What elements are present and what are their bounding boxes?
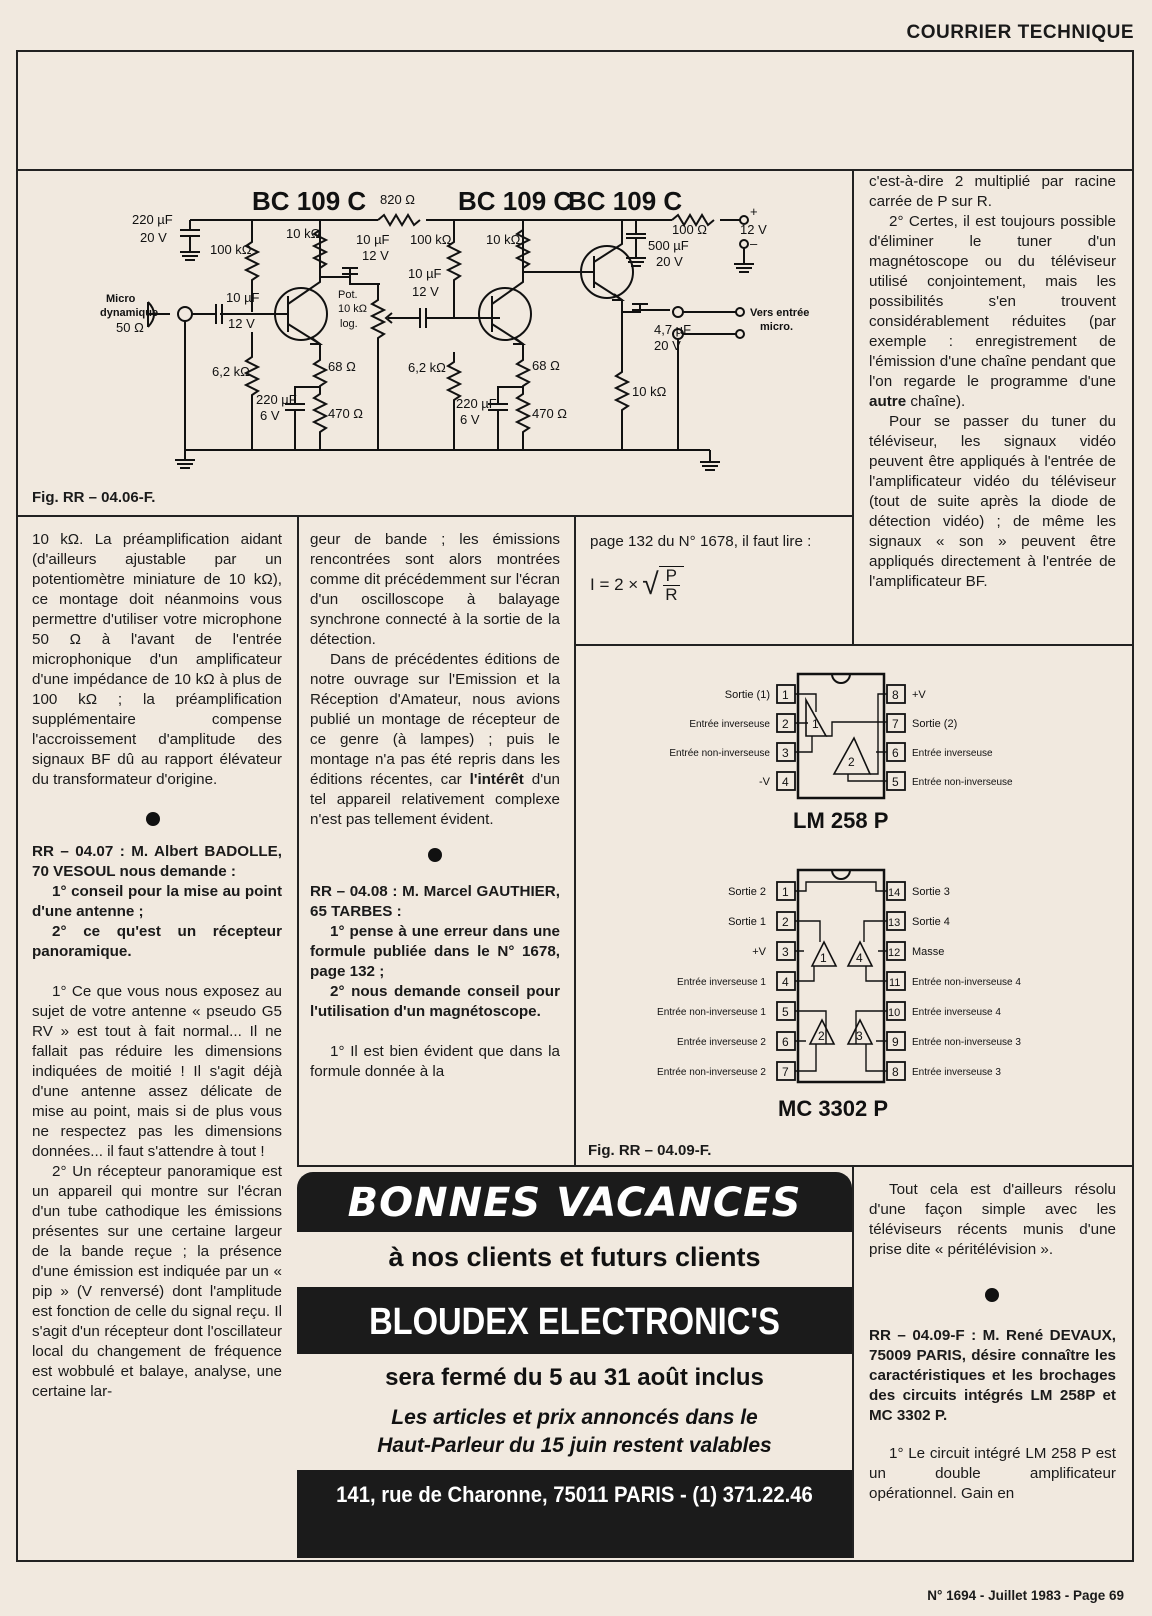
- separator-dot: [146, 812, 160, 826]
- ad-line-7: 141, rue de Charonne, 75011 PARIS - (1) 371.22.46: [336, 1482, 813, 1507]
- mc3302-pin-9: 9: [892, 1035, 899, 1049]
- col1-question-2: 2° ce qu'est un récepteur panoramique.: [32, 923, 282, 960]
- mc3302-right-label-6: Entrée non-inverseuse 3: [912, 1037, 1021, 1048]
- label-r62-b: 6,2 kΩ: [408, 360, 446, 375]
- divider-h3: [575, 644, 1132, 646]
- lm258-amp-2: 2: [848, 755, 855, 769]
- label-c220b: 220 µF: [256, 392, 297, 407]
- label-c47: 4,7 µF: [654, 322, 692, 337]
- label-c10-c: 10 µF: [408, 266, 442, 281]
- schematic-fig-0406: [20, 172, 850, 512]
- label-r470-b: 470 Ω: [532, 406, 568, 421]
- mc3302-pin-4: 4: [782, 975, 789, 989]
- label-v12-b: 12 V: [362, 248, 389, 263]
- col4-paragraph-2: [869, 212, 1116, 412]
- col5-paragraph-1: Tout cela est d'ailleurs résolu d'une façon simple avec les téléviseurs récents munis d'une prise dite « péritélévision ».: [869, 1181, 1116, 1258]
- lm258-right-label-3: Entrée inverseuse: [912, 748, 993, 759]
- label-v12-c: 12 V: [412, 284, 439, 299]
- divider-v3: [574, 516, 576, 1166]
- divider-v1: [852, 170, 854, 645]
- lm258-pin-4: 4: [782, 775, 789, 789]
- lm258-right-label-1: +V: [912, 689, 926, 701]
- label-pot-1: Pot.: [338, 289, 358, 301]
- divider-top: [18, 169, 1132, 171]
- label-r10k-c: 10 kΩ: [632, 384, 667, 399]
- mc3302-pin-2: 2: [782, 915, 789, 929]
- label-plus: +: [750, 204, 758, 219]
- mc3302-left-label-4: Entrée inverseuse 1: [677, 977, 766, 988]
- mc3302-amp-2: 2: [818, 1029, 825, 1043]
- col4-paragraph-2a: 2° Certes, il est toujours possible d'éliminer le tuner d'un magnétoscope ou du téléviseur utilisé conjointement, mais les possibilités s'en trouvent considérablement réduites (par exemple : enregistrement de l'émission d'une chaîne pendant que l'on regarde le programme d'une: [869, 213, 1116, 390]
- column-4: [869, 172, 1116, 592]
- ad-lower-band: [297, 1354, 852, 1470]
- lm258-amp-1: 1: [812, 717, 819, 731]
- mc3302-right-label-1: Sortie 3: [912, 886, 950, 898]
- divider-v2: [297, 516, 299, 1166]
- section-title: COURRIER TECHNIQUE: [906, 22, 1134, 43]
- label-mic-2: dynamique: [100, 307, 159, 319]
- col2-question-2: 2° nous demande conseil pour l'utilisation d'un magnétoscope.: [310, 983, 560, 1020]
- label-v20-b: 20 V: [656, 254, 683, 269]
- mc3302-left-label-1: Sortie 2: [728, 886, 766, 898]
- label-r68-b: 68 Ω: [532, 358, 560, 373]
- label-mic-1: Micro: [106, 293, 136, 305]
- lm258-left-label-1: Sortie (1): [724, 689, 770, 701]
- lm258-pin-6: 6: [892, 746, 899, 760]
- col2-question-1: 1° pense à une erreur dans une formule publiée dans le N° 1678, page 132 ;: [310, 923, 560, 980]
- col2-question-head: RR – 04.08 : M. Marcel GAUTHIER, 65 TARBES :: [310, 883, 560, 920]
- formula-fraction: [659, 566, 684, 604]
- lm258-pin-1: 1: [782, 688, 789, 702]
- mc3302-pin-7: 7: [782, 1065, 789, 1079]
- mc3302-right-label-5: Entrée inverseuse 4: [912, 1007, 1001, 1018]
- ad-line-6: Haut-Parleur du 15 juin restent valables: [377, 1434, 772, 1457]
- ad-line-1: BONNES VACANCES: [347, 1180, 802, 1226]
- divider-v4: [852, 1166, 854, 1558]
- col2-paragraph-2b: l'intérêt: [469, 771, 524, 788]
- col2-paragraph-2a: Dans de précédentes éditions de notre ouvrage sur l'Emission et la Réception d'Amateur, nous avions publié un montage de récepteur de ce genre (à lampes) ; puis le montage n'a pas été repris dans les éditions récentes, car: [310, 651, 560, 788]
- col4-paragraph-2c: chaîne).: [906, 393, 966, 410]
- ad-line-2: à nos clients et futurs clients: [297, 1232, 852, 1287]
- label-v6-a: 6 V: [260, 408, 280, 423]
- transistor-label-3: BC 109 C: [568, 186, 683, 216]
- lm258-left-label-2: Entrée inverseuse: [689, 719, 770, 730]
- lm258-right-label-2: Sortie (2): [912, 718, 958, 730]
- col3-paragraph-1: page 132 du N° 1678, il faut lire :: [590, 533, 812, 550]
- label-v6-b: 6 V: [460, 412, 480, 427]
- mc3302-pin-5: 5: [782, 1005, 789, 1019]
- ad-line-3: BLOUDEX ELECTRONIC'S: [369, 1301, 780, 1343]
- col2-paragraph-2c: d'un tel appareil relativement complexe n'est pas tellement évident.: [310, 771, 560, 828]
- label-v20-c: 20 V: [654, 338, 681, 353]
- label-pot-3: log.: [340, 318, 358, 330]
- label-v12-sup: 12 V: [740, 222, 767, 237]
- label-v12-a: 12 V: [228, 316, 255, 331]
- col4-paragraph-1: c'est-à-dire 2 multiplié par racine carrée de P sur R.: [869, 173, 1116, 210]
- label-c220: 220 µF: [132, 212, 173, 227]
- mc3302-pin-1: 1: [782, 885, 789, 899]
- mc3302-pin-10: 10: [888, 1007, 901, 1019]
- col1-paragraph-2: 1° Ce que vous nous exposez au sujet de votre antenne « pseudo G5 RV » est tout à fait normal... Il ne fallait pas réduire les dimensions indiquées de moitié ! Il s'agit déjà d'une antenne assez délicate de mise au point, mais si de plus vous ne respectez pas les dimensions données... il faut s'attendre à tout !: [32, 983, 282, 1160]
- label-r68-a: 68 Ω: [328, 359, 356, 374]
- label-r820: 820 Ω: [380, 192, 416, 207]
- label-out-1: Vers entrée: [750, 307, 810, 319]
- ic-pinout-figure: [580, 650, 1128, 1130]
- fig-0406-caption: Fig. RR – 04.06-F.: [32, 489, 156, 506]
- lm258-left-label-3: Entrée non-inverseuse: [669, 748, 770, 759]
- mc3302-pin-14: 14: [888, 887, 901, 899]
- col2-paragraph-1: geur de bande ; les émissions rencontrées sont alors montrées comme dit précédemment sur l'écran d'un oscilloscope à balayage synchrone connecté à la sortie de la détection.: [310, 531, 560, 648]
- mc3302-name: MC 3302 P: [778, 1096, 889, 1121]
- mc3302-amp-1: 1: [820, 951, 827, 965]
- mc3302-right-label-2: Sortie 4: [912, 916, 950, 928]
- lm258-pin-7: 7: [892, 717, 899, 731]
- mc3302-left-label-5: Entrée non-inverseuse 1: [657, 1007, 766, 1018]
- label-minus: –: [750, 236, 758, 251]
- lm258-left-label-4: -V: [759, 776, 770, 788]
- lm258-pin-2: 2: [782, 717, 789, 731]
- separator-dot-2: [428, 848, 442, 862]
- divider-h4: [297, 1165, 1132, 1167]
- mc3302-pin-13: 13: [888, 917, 901, 929]
- lm258-pin-3: 3: [782, 746, 789, 760]
- col1-question-head: RR – 04.07 : M. Albert BADOLLE, 70 VESOUL nous demande :: [32, 843, 282, 880]
- label-r10k-b: 10 kΩ: [486, 232, 521, 247]
- label-c10-b: 10 µF: [356, 232, 390, 247]
- formula-den: R: [665, 585, 678, 604]
- fig-0409-caption: Fig. RR – 04.09-F.: [588, 1142, 712, 1159]
- transistor-label-2: BC 109 C: [458, 186, 573, 216]
- mc3302-pin-8: 8: [892, 1065, 899, 1079]
- column-3: [590, 532, 840, 604]
- label-pot-2: 10 kΩ: [338, 303, 368, 315]
- transistor-label-1: BC 109 C: [252, 186, 367, 216]
- mc3302-pin-12: 12: [888, 947, 901, 959]
- col1-paragraph-1: 10 kΩ. La préamplification aidant (d'ailleurs ajustable par un potentiomètre miniature de 10 kΩ), ce montage doit néanmoins vous permettre d'utiliser votre microphone 50 Ω à l'avant de l'entrée microphonique d'un amplificateur d'une impédance de 10 kΩ à plus de 100 kΩ ; la préamplification supplémentaire compense l'accroissement d'amplitude des signaux BF dû au rapport élévateur du transformateur d'origine.: [32, 531, 282, 788]
- divider-fig: [18, 515, 854, 517]
- separator-dot-3: [985, 1288, 999, 1302]
- label-r10k-a: 10 kΩ: [286, 226, 321, 241]
- col2-paragraph-2: [310, 650, 560, 830]
- mc3302-pin-6: 6: [782, 1035, 789, 1049]
- label-r470-a: 470 Ω: [328, 406, 364, 421]
- ad-bloudex: [297, 1172, 852, 1558]
- col4-paragraph-3: Pour se passer du tuner du téléviseur, les signaux vidéo peuvent être appliqués à l'entrée de l'amplificateur vidéo du téléviseur (tout de suite après la diode de détection vidéo) ; de même les signaux « son » peuvent être appliqués directement à l'entrée de l'amplificateur BF.: [869, 413, 1116, 590]
- mc3302-left-label-3: +V: [752, 946, 766, 958]
- col2-paragraph-3: 1° Il est bien évident que dans la formule donnée à la: [310, 1043, 560, 1080]
- col1-paragraph-3: 2° Un récepteur panoramique est un appareil qui montre sur l'écran d'un tube cathodique les émissions présentes sur une certaine largeur de la bande reçue ; la présence d'une émission est indiquée par un « pip » (V renversé) dont l'amplitude est fonction de celle du signal reçu. Il s'agit d'un récepteur dont l'oscillateur local du changement de fréquence est wobbulé et balaye, analyse, une certaine lar-: [32, 1163, 282, 1400]
- column-5: [869, 1180, 1116, 1504]
- col4-paragraph-2b: autre: [869, 393, 907, 410]
- mc3302-right-label-4: Entrée non-inverseuse 4: [912, 977, 1021, 988]
- mc3302-right-label-7: Entrée inverseuse 3: [912, 1067, 1001, 1078]
- label-r100k-b: 100 kΩ: [410, 232, 452, 247]
- ad-line-5: Les articles et prix annoncés dans le: [391, 1406, 758, 1429]
- mc3302-left-label-2: Sortie 1: [728, 916, 766, 928]
- label-c500: 500 µF: [648, 238, 689, 253]
- label-c10-a: 10 µF: [226, 290, 260, 305]
- ad-line-4: sera fermé du 5 au 31 août inclus: [385, 1364, 764, 1391]
- formula-sqrt-icon: √: [642, 568, 659, 601]
- col5-question-head: RR – 04.09-F : M. René DEVAUX, 75009 PARIS, désire connaître les caractéristiques et les brochages des circuits intégrés LM 258P et MC 3302 P.: [869, 1327, 1116, 1424]
- mc3302-left-label-6: Entrée inverseuse 2: [677, 1037, 766, 1048]
- column-1: [32, 530, 282, 1402]
- label-v20: 20 V: [140, 230, 167, 245]
- lm258-pin-8: 8: [892, 688, 899, 702]
- col1-question-1: 1° conseil pour la mise au point d'une antenne ;: [32, 883, 282, 920]
- label-out-2: micro.: [760, 321, 794, 333]
- col5-paragraph-2: 1° Le circuit intégré LM 258 P est un double amplificateur opérationnel. Gain en: [869, 1445, 1116, 1502]
- mc3302-amp-3: 3: [856, 1029, 863, 1043]
- label-r100k-a: 100 kΩ: [210, 242, 252, 257]
- label-r100: 100 Ω: [672, 222, 708, 237]
- mc3302-amp-4: 4: [856, 951, 863, 965]
- lm258-pin-5: 5: [892, 775, 899, 789]
- mc3302-left-label-7: Entrée non-inverseuse 2: [657, 1067, 766, 1078]
- page-footer: N° 1694 - Juillet 1983 - Page 69: [927, 1588, 1124, 1603]
- formula: [590, 566, 840, 604]
- mc3302-right-label-3: Masse: [912, 946, 945, 958]
- label-c220c: 220 µF: [456, 396, 497, 411]
- lm258-name: LM 258 P: [793, 808, 889, 833]
- lm258-right-label-4: Entrée non-inverseuse: [912, 777, 1013, 788]
- column-2: [310, 530, 560, 1082]
- mc3302-pin-11: 11: [889, 977, 901, 989]
- mc3302-pin-3: 3: [782, 945, 789, 959]
- formula-lhs: I = 2 ×: [590, 575, 639, 594]
- label-r62-a: 6,2 kΩ: [212, 364, 250, 379]
- formula-num: P: [663, 567, 680, 586]
- label-mic-3: 50 Ω: [116, 320, 144, 335]
